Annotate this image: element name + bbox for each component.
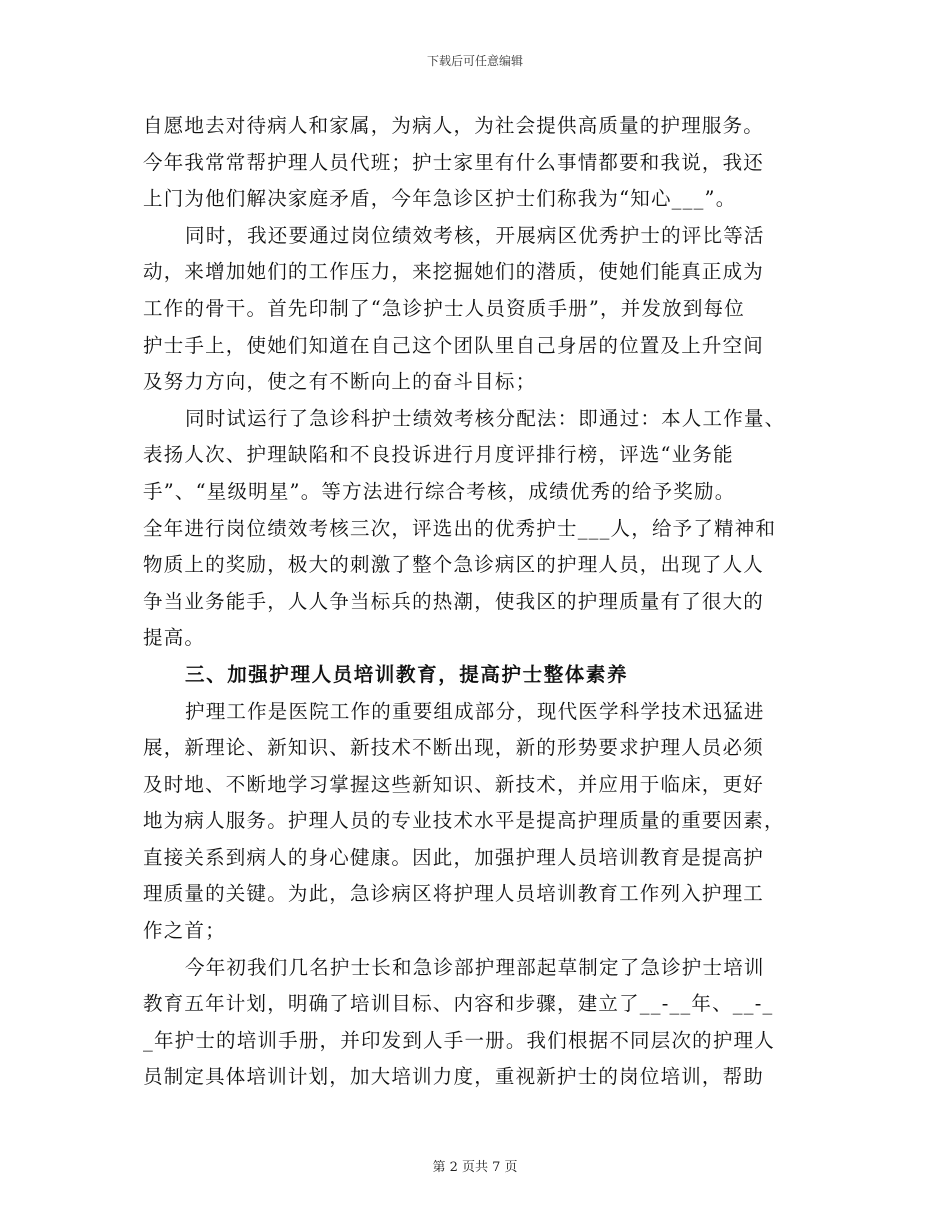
text-line: 工作的骨干。首先印制了“急诊护士人员资质手册”，并发放到每位: [143, 296, 745, 320]
text-line: 手”、“星级明星”。等方法进行综合考核，成绩优秀的给予奖励。: [143, 479, 736, 503]
text-line: 今年初我们几名护士长和急诊部护理部起草制定了急诊护士培训: [185, 955, 765, 979]
page-header: 下载后可任意编辑: [426, 54, 523, 68]
text-line: 同时，我还要通过岗位绩效考核，开展病区优秀护士的评比等活: [185, 223, 765, 247]
text-line: 展，新理论、新知识、新技术不断出现，新的形势要求护理人员必须: [143, 736, 765, 760]
text-line: 同时试运行了急诊科护士绩效考核分配法：即通过：本人工作量、: [185, 406, 786, 430]
text-line: 直接关系到病人的身心健康。因此，加强护理人员培训教育是提高护: [143, 845, 765, 869]
document-body: [143, 108, 811, 1096]
text-line: 提高。: [143, 626, 206, 650]
text-line: 及时地、不断地学习掌握这些新知识、新技术，并应用于临床，更好: [143, 772, 765, 796]
text-line: 教育五年计划，明确了培训目标、内容和步骤，建立了__-__年、__-_: [143, 992, 774, 1016]
text-line: 全年进行岗位绩效考核三次，评选出的优秀护士___人，给予了精神和: [143, 516, 777, 540]
text-line: _年护士的培训手册，并印发到人手一册。我们根据不同层次的护理人: [143, 1028, 775, 1052]
page-footer: 第 2 页共 7 页: [432, 1160, 518, 1175]
text-line: 今年我常常帮护理人员代班；护士家里有什么事情都要和我说，我还: [143, 150, 765, 174]
text-line: 护理工作是医院工作的重要组成部分，现代医学科学技术迅猛进: [185, 699, 765, 723]
text-line: 自愿地去对待病人和家属，为病人，为社会提供高质量的护理服务。: [143, 114, 765, 137]
text-line: 物质上的奖励，极大的刺激了整个急诊病区的护理人员，出现了人人: [143, 553, 765, 577]
text-line: 及努力方向，使之有不断向上的奋斗目标；: [143, 370, 537, 394]
text-line: 表扬人次、护理缺陷和不良投诉进行月度评排行榜，评选“业务能: [143, 443, 734, 467]
text-line: 理质量的关键。为此，急诊病区将护理人员培训教育工作列入护理工: [143, 882, 765, 906]
text-line: 动，来增加她们的工作压力，来挖掘她们的潜质，使她们能真正成为: [143, 260, 765, 284]
text-line: 上门为他们解决家庭矛盾，今年急诊区护士们称我为“知心___”。: [143, 187, 737, 211]
section-heading: 三、加强护理人员培训教育，提高护士整体素养: [185, 662, 629, 686]
text-line: 作之首；: [143, 919, 226, 943]
text-line: 护士手上，使她们知道在自己这个团队里自己身居的位置及上升空间: [143, 333, 765, 357]
text-line: 员制定具体培训计划，加大培训力度，重视新护士的岗位培训，帮助: [143, 1065, 765, 1089]
text-line: 地为病人服务。护理人员的专业技术水平是提高护理质量的重要因素，: [143, 809, 785, 833]
text-line: 争当业务能手，人人争当标兵的热潮，使我区的护理质量有了很大的: [143, 589, 765, 613]
